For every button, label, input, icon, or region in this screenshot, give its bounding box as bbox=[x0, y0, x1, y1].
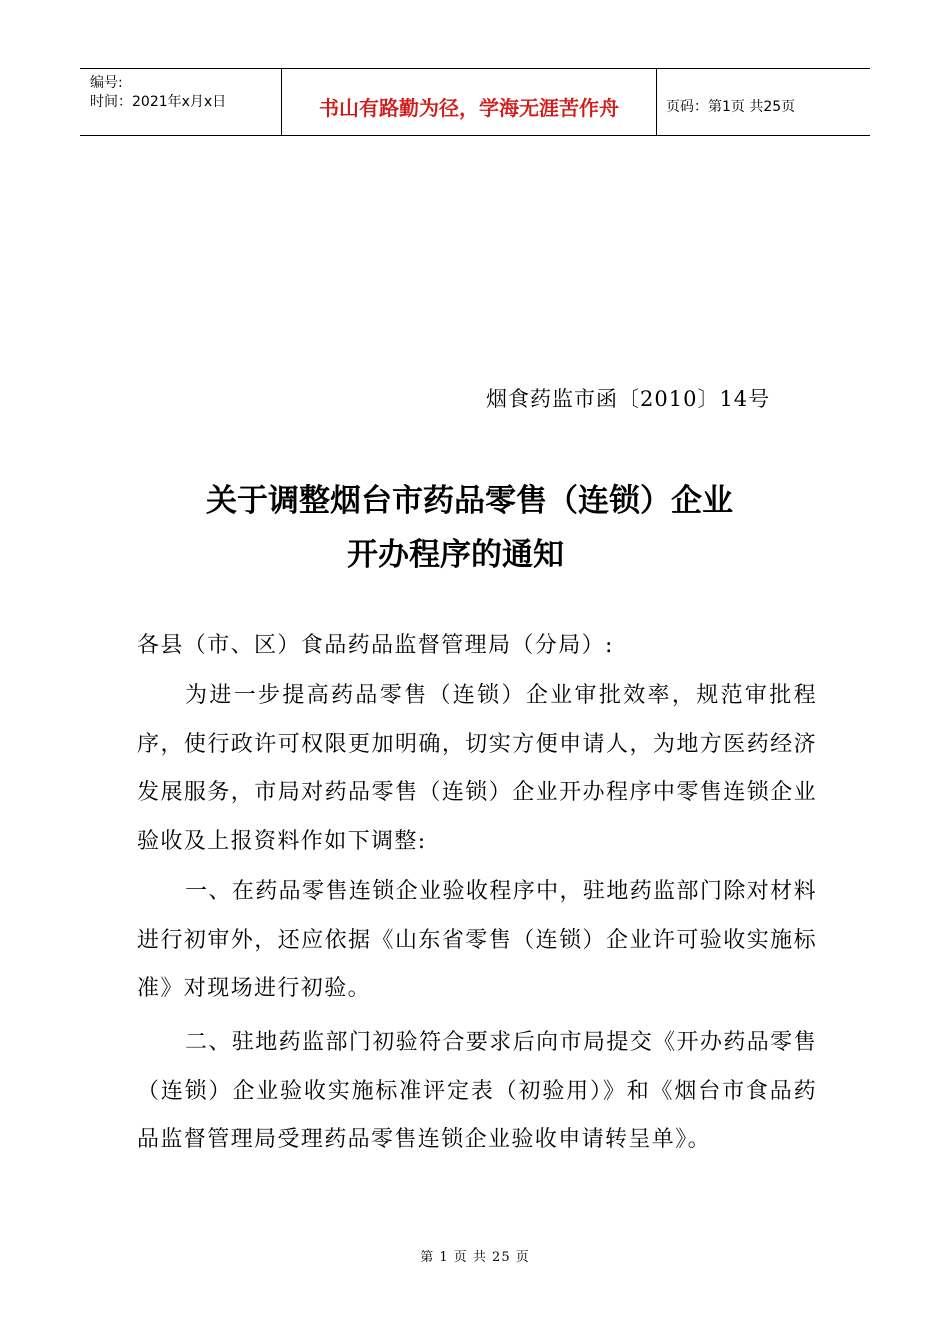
header-motto-cell bbox=[282, 69, 657, 135]
date-label: 时间：2021年x月x日 bbox=[90, 94, 227, 110]
body-paragraph-2: 一、在药品零售连锁企业验收程序中，驻地药监部门除对材料进行初审外，还应依据《山东省零售（连锁）企业许可验收实施标准》对现场进行初验。 bbox=[137, 879, 817, 1001]
document-title-line-1: 关于调整烟台市药品零售（连锁）企业 bbox=[206, 483, 733, 519]
motto-text: 书山有路勤为径，学海无涯苦作舟 bbox=[319, 95, 619, 120]
document-title-line-2: 开办程序的通知 bbox=[347, 537, 564, 573]
header-page-info: 页码：第1页 共25页 bbox=[666, 99, 796, 115]
page-footer: 第 1 页 共 25 页 bbox=[420, 1250, 530, 1265]
header-meta-cell bbox=[80, 69, 282, 135]
body-paragraph-3: 二、驻地药监部门初验符合要求后向市局提交《开办药品零售（连锁）企业验收实施标准评定表（初验用）》和《烟台市食品药品监督管理局受理药品零售连锁企业验收申请转呈单》。 bbox=[137, 1030, 817, 1152]
number-label: 编号: bbox=[90, 75, 123, 91]
salutation: 各县（市、区）食品药品监督管理局（分局）: bbox=[137, 633, 614, 658]
document-number: 烟食药监市函〔2010〕14号 bbox=[486, 387, 771, 411]
body-paragraph-1: 为进一步提高药品零售（连锁）企业审批效率，规范审批程序，使行政许可权限更加明确，切实方便申请人，为地方医药经济发展服务，市局对药品零售（连锁）企业开办程序中零售连锁企业验收及上报资料作如下调整: bbox=[137, 683, 817, 854]
page-header bbox=[80, 68, 870, 136]
